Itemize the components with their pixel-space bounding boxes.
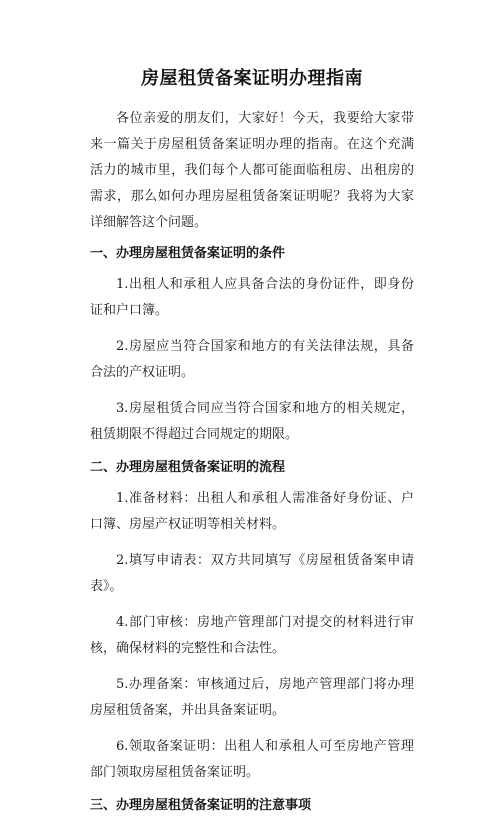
section-heading-notes: 三、办理房屋租赁备案证明的注意事项 [90, 798, 312, 813]
condition-item-3: 3.房屋租赁合同应当符合国家和地方的相关规定，租赁期限不得超过合同规定的期限。 [90, 401, 414, 442]
process-item-2: 2.填写申请表：双方共同填写《房屋租赁备案申请表》。 [90, 553, 414, 594]
document-title: 房屋租赁备案证明办理指南 [141, 68, 363, 89]
section-notes [90, 796, 414, 816]
process-item-6: 6.领取备案证明：出租人和承租人可至房地产管理部门领取房屋租赁备案证明。 [90, 739, 414, 780]
condition-item-2: 2.房屋应当符合国家和地方的有关法律法规，具备合法的产权证明。 [90, 339, 414, 380]
section-process [90, 458, 414, 786]
process-item-1: 1.准备材料：出租人和承租人需准备好身份证、户口簿、房屋产权证明等相关材料。 [90, 491, 414, 532]
intro-paragraph: 各位亲爱的朋友们，大家好！今天，我要给大家带来一篇关于房屋租赁备案证明办理的指南。在这个充满活力的城市里，我们每个人都可能面临租房、出租房的需求，那么如何办理房屋租赁备案证明呢？我将为大家详细解答这个问题。 [90, 111, 414, 230]
section-heading-conditions: 一、办理房屋租赁备案证明的条件 [90, 246, 286, 261]
condition-item-1: 1.出租人和承租人应具备合法的身份证件，即身份证和户口簿。 [90, 277, 414, 318]
process-item-5: 5.办理备案：审核通过后，房地产管理部门将办理房屋租赁备案，并出具备案证明。 [90, 677, 414, 718]
section-conditions [90, 244, 414, 448]
process-item-4: 4.部门审核：房地产管理部门对提交的材料进行审核，确保材料的完整性和合法性。 [90, 615, 414, 656]
section-heading-process: 二、办理房屋租赁备案证明的流程 [90, 460, 286, 475]
